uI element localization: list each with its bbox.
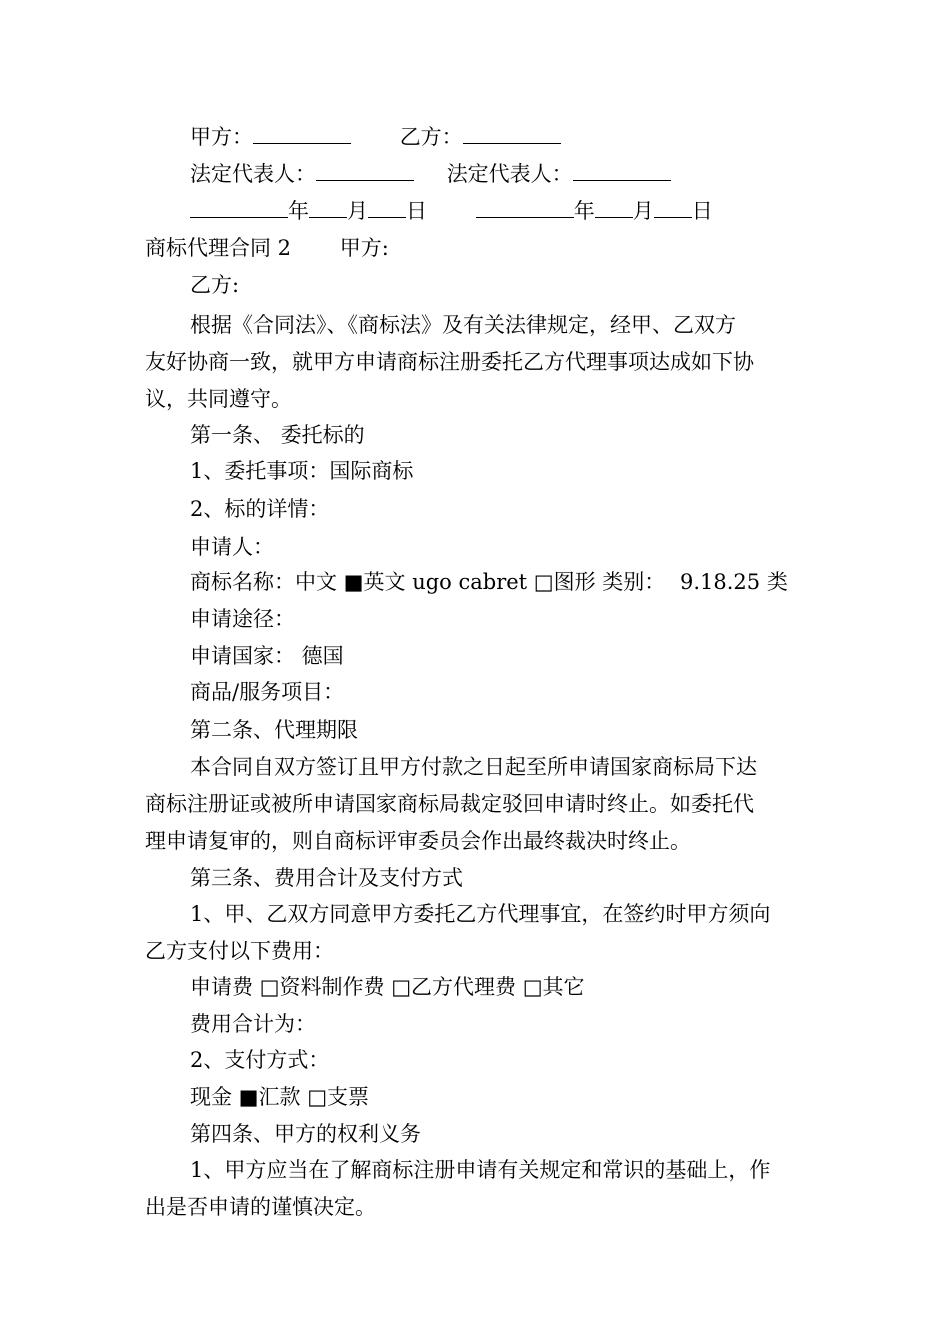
- article-1-title: 第一条、 委托标的: [190, 423, 365, 447]
- article-1-item-1: 1、委托事项：国际商标: [190, 459, 414, 483]
- date-b-day-blank: [654, 197, 692, 218]
- fees-checklist: 申请费 □资料制作费 □乙方代理费 □其它: [190, 975, 585, 999]
- signature-legal-rep-line: [190, 159, 671, 189]
- date-b-year-blank: [476, 197, 574, 218]
- trademark-class: 9.18.25 类: [680, 570, 788, 594]
- application-country-line: 申请国家： 德国: [190, 644, 344, 668]
- party-a-blank: [253, 123, 351, 144]
- legal-rep-b-blank: [573, 160, 671, 181]
- article-3-item-1-line-1: 1、甲、乙双方同意甲方委托乙方代理事宜，在签约时甲方须向: [190, 902, 771, 926]
- party-b-line: 乙方:: [190, 273, 240, 297]
- date-a-month: 月: [347, 199, 368, 223]
- legal-rep-b-label: 法定代表人：: [446, 162, 573, 186]
- date-b-year: 年: [573, 199, 595, 223]
- article-2-line-3: 理申请复审的，则自商标评审委员会作出最终裁决时终止。: [145, 829, 691, 853]
- article-3-item-2: 2、支付方式：: [190, 1048, 330, 1072]
- article-2-title: 第二条、代理期限: [190, 718, 358, 742]
- date-a-day: 日: [406, 199, 427, 223]
- article-2-line-2: 商标注册证或被所申请国家商标局裁定驳回申请时终止。如委托代: [145, 792, 754, 816]
- legal-rep-a-label: 法定代表人：: [190, 162, 316, 186]
- signature-parties-line: [190, 122, 561, 152]
- trademark-name-line: [190, 567, 788, 597]
- date-a-year: 年: [288, 199, 309, 223]
- article-4-item-1-line-1: 1、甲方应当在了解商标注册申请有关规定和常识的基础上，作: [190, 1158, 771, 1182]
- applicant-line: 申请人：: [190, 535, 274, 559]
- trademark-name-text: 商标名称：中文 ■英文 ugo cabret □图形 类别：: [190, 570, 666, 594]
- article-1-item-2: 2、标的详情：: [190, 497, 330, 521]
- date-a-month-blank: [309, 197, 347, 218]
- date-b-day: 日: [691, 199, 713, 223]
- contract-heading-line: [145, 233, 389, 263]
- date-b-month-blank: [595, 197, 633, 218]
- article-3-title: 第三条、费用合计及支付方式: [190, 866, 463, 890]
- fees-total-line: 费用合计为：: [190, 1012, 316, 1036]
- intro-line-2: 友好协商一致，就甲方申请商标注册委托乙方代理事项达成如下协: [145, 350, 754, 374]
- intro-line-3: 议，共同遵守。: [145, 387, 292, 411]
- signature-date-line: [190, 196, 713, 226]
- article-3-item-1-line-2: 乙方支付以下费用：: [145, 939, 334, 963]
- heading-party-a: 甲方:: [339, 236, 389, 260]
- article-4-title: 第四条、甲方的权利义务: [190, 1122, 421, 1146]
- article-4-item-1-line-2: 出是否申请的谨慎决定。: [145, 1195, 376, 1219]
- intro-line-1: 根据《合同法》、《商标法》及有关法律规定，经甲、乙双方: [190, 313, 736, 337]
- date-a-day-blank: [368, 197, 406, 218]
- party-a-label: 甲方：: [190, 125, 253, 149]
- date-b-month: 月: [632, 199, 654, 223]
- article-2-line-1: 本合同自双方签订且甲方付款之日起至所申请国家商标局下达: [190, 755, 757, 779]
- goods-services-line: 商品/服务项目：: [190, 680, 345, 704]
- payment-methods: 现金 ■汇款 □支票: [190, 1085, 370, 1109]
- legal-rep-a-blank: [316, 160, 414, 181]
- party-b-blank: [463, 123, 561, 144]
- contract-title: 商标代理合同 2: [145, 236, 292, 260]
- party-b-label: 乙方：: [399, 125, 463, 149]
- application-route-line: 申请途径：: [190, 607, 295, 631]
- date-a-year-blank: [190, 197, 288, 218]
